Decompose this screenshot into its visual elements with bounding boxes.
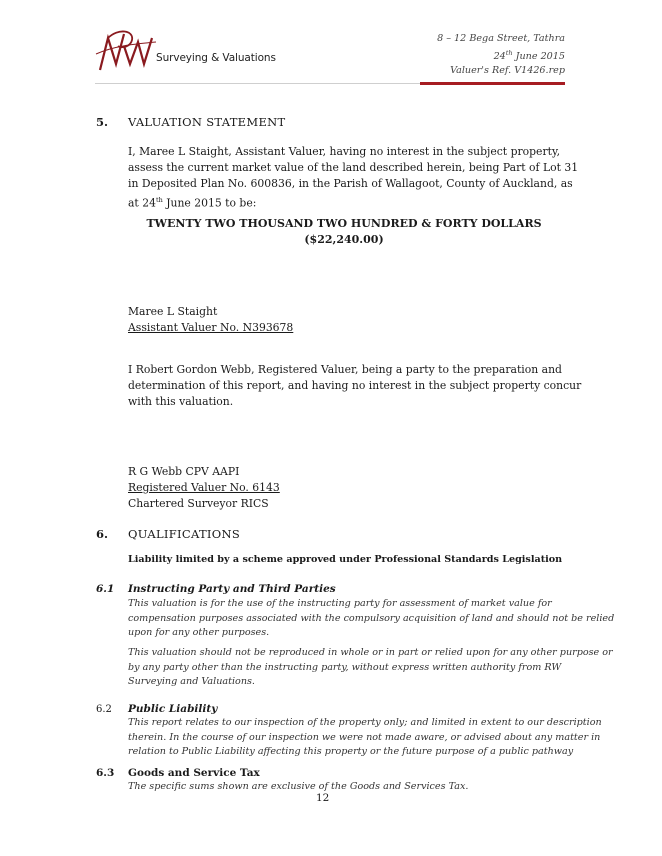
header-rule [95, 83, 420, 84]
header-reference: Valuer's Ref. V1426.rep [450, 65, 565, 77]
registered-valuer-name: R G Webb CPV AAPI [128, 465, 240, 478]
subsection-title: Instructing Party and Third Parties [128, 583, 336, 595]
subsection-body: This valuation should not be reproduced in whole or in part or relied upon for any other purpose or by any party other than the instructing party, without express written authority from RW Surveying and Valuations. [128, 647, 613, 687]
valuation-amount-words: TWENTY TWO THOUSAND TWO HUNDRED & FORTY DOLLARS [146, 217, 542, 230]
section-number: 5. [96, 115, 109, 129]
valuation-paragraph: I, Maree L Staight, Assistant Valuer, having no interest in the subject property, assess the current market value of the land described herein, being Part of Lot 31 in Deposited Plan No. 600836, in the Parish of Wallagoot, County of Auckland, as at 24th June 2015 to be: [128, 145, 579, 210]
registered-valuer-credential: Chartered Surveyor RICS [128, 497, 269, 510]
section-title: QUALIFICATIONS [128, 527, 241, 541]
signatory-name: Maree L Staight [128, 305, 218, 318]
subsection-body: The specific sums shown are exclusive of the Goods and Services Tax. [128, 781, 469, 792]
registered-valuer-number: Registered Valuer No. 6143 [128, 481, 280, 494]
company-logo [94, 24, 284, 74]
valuation-amount-figures: ($22,240.00) [304, 233, 384, 246]
page-number: 12 [316, 792, 330, 804]
rw-monogram-icon [94, 24, 174, 74]
subsection-body: This valuation is for the use of the instructing party for assessment of market value for compensation purposes associated with the compulsory acquisition of land and should not be relied upon for any other purposes. [128, 598, 615, 638]
signatory-title: Assistant Valuer No. N393678 [128, 321, 294, 334]
subsection-number: 6.3 [96, 767, 115, 779]
section-number: 6. [96, 527, 109, 541]
subsection-body: This report relates to our inspection of the property only; and limited in extent to our description therein. In the course of our inspection we were not made aware, or advised about any matter in relation to Public Liability affecting this property or the future purpose of a public pathway [128, 717, 602, 757]
subsection-number: 6.1 [96, 583, 115, 595]
liability-statement: Liability limited by a scheme approved under Professional Standards Legislation [128, 554, 563, 565]
logo-text: Surveying & Valuations [156, 52, 276, 64]
section-title: VALUATION STATEMENT [128, 115, 286, 129]
header-address: 8 – 12 Bega Street, Tathra [437, 33, 565, 44]
subsection-number: 6.2 [96, 704, 112, 715]
header-address-block [420, 32, 565, 78]
subsection-title: Public Liability [128, 703, 218, 715]
header-rule-accent [420, 82, 565, 85]
concurrence-paragraph: I Robert Gordon Webb, Registered Valuer, being a party to the preparation and determination of this report, and having no interest in the subject property concur with this valuation. [128, 363, 582, 408]
header-date: 24th June 2015 [493, 49, 565, 63]
subsection-title: Goods and Service Tax [128, 767, 260, 779]
